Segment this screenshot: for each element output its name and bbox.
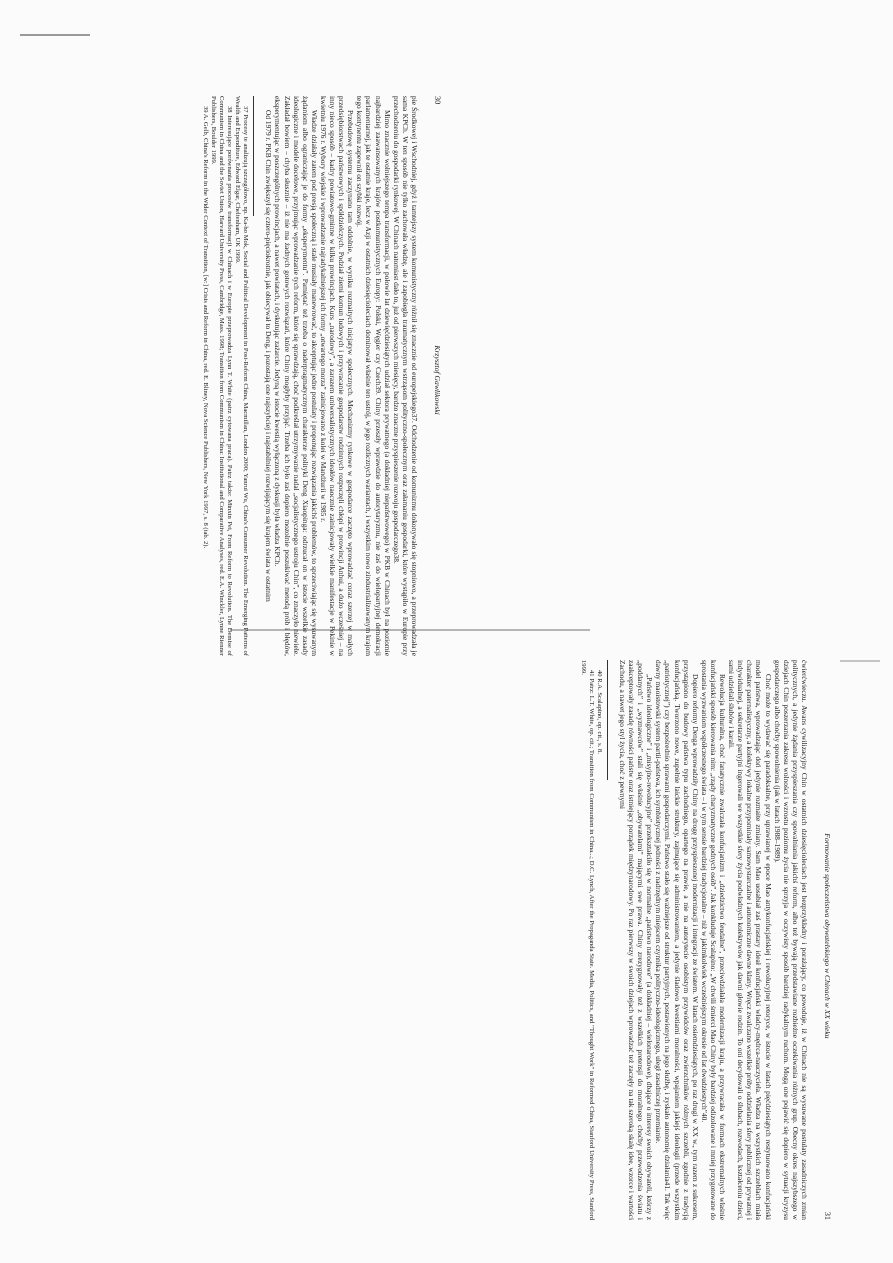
right-paragraph: „Państwo ideologiczne” i „misyjno-rewolucyjne” przekształciło się w normalne „państwo narodowe” (a dokładniej – wielonarodowe), dbające o interesy swoich obywateli, którzy z „poddanych” i „wyznawców” stali się właśnie „obywatelami” mającymi swe prawa. Chiny zrezygnowały też z wszelkich pretensji do moralnego choćby przewodzenia światu i zaakceptowały zasadę równości państw oraz istniejący porządek międzynarodowy. Po raz pierwszy w swoich dziejach wprowadzać też zaczęły na tak szeroką skalę idee, wzorce i wartości Zachodu, a nawet jego styl życia, choć z pewnymi [618,660,655,1220]
right-footnotes [579,660,603,1220]
left-running-head [433,96,442,656]
left-footnotes [201,96,249,656]
scan-artifact-top [20,34,90,36]
footnote: 40 R.A. Scalapino, op. cit., s. 8. [595,670,603,754]
left-footnote-rule [249,96,254,216]
left-paragraph: Od 1979 r. PKB Chin zwiększył się cztero-pięciokrotnie, jak obiecywał to Deng, i pozostają one najszybciej i najstabilniej rozwijającym się krajem świata w ostatnim [264,110,274,602]
left-paragraph: pie Środkowej i Wschodniej, gdyż i tamtejszy system komunistyczny różnił się znacznie od europejskiego37. Odchodzenie od komunizmu dokonywało się stopniowo, a przeprowadzała je sama KPCh. W ten sposób nie tylko zachowała władzę, ale i zapobiegła traumatycznym wstrząsom polityczno-społecznym oraz załamaniu gospodarki, które wystąpiło w Europie przy przechodzeniu do gospodarki rynkowej. W Chinach natomiast dało to, już od pierwszych miesięcy, bardzo znaczne przyspieszenie rozwoju gospodarczego38. [391,96,419,656]
footnote: 37 Procesy te analizują szczegółowo, np. Ka-ho Mok, Social and Political Development in Post-Reform China, Macmillan, London 2000; Yanrui Wu, China's Consumer Revolution. The Emerging Patterns of Wealth and Expenditure, Edward Elgar, Cheltenham, UK 1999. [234,96,250,656]
right-footnote-rule [603,660,608,780]
right-paragraph: Dopiero reformy Denga wprowadziły Chiny na drogę przyspieszonej modernizacji i integracji ze światem. W latach osiemdziesiątych, po raz drugi w XX w., tym razem z sukcesem, przystąpiono do budowy państwa typu zachodniego, opartego na prawie, a nie na autorytecie osobistym przywódców oraz zwierzchników różnych szczebli, zgodnie z tradycją konfucjańską. Tworzono nowe, zupełnie laickie struktury, zajmujące się administrowaniem, a jedynie śladowo kwestiami moralności, wpajaniem jakiejś ideologii (przede wszystkim „patriotycznej”) czy bezpośrednio sprawami gospodarczymi. Państwo stało się ważniejsze od struktur partyjnych, postawionych na jego służbę, i zyskało autonomię działania41. Tak więc dawny maoistowski system partii-państwa, ich symbiotycznej jedności z nadrzędnym miejscem czynnika polityczno-ideologicznego, uległ zasadniczej przemianie. [654,660,700,1220]
footnote: 39 A. Gelb, China's Reform in the Wider Context of Transition, [w:] Crisis and Reform in China, red. E. Bliney, Nova Science Publishers, New York 1997, s. 8 (tab. 2). [202,106,210,549]
left-paragraph: Przebudowę systemu zaczynano tam oddolnie, w wyniku rozmaitych inicjatyw społecznych. Mechanizmy rynkowe w gospodarce zaczęto wprowadzać coraz szerzej w małych przedsiębiorstwach państwowych i spółdzielczych. Podział ziemi komun ludowych i przywracanie gospodarstw rodzinnych rozpoczęli chłopi w prowincji Anhui, a dużo wcześniej – na inny nieco sposób – kadry powiatowo-gminne w kilku prowincjach. Kurs „narodowy”, a zarazem uniwersalistycznych ideałów naocznie zainicjowały wielkie manifestacje w Pekinie w kwietniu 1976 r. Wybory wiejskie i wprowadzanie najradykalniejszej ich formy „otwartego morza” zainicjowano z kolei w Mandżurii w 1985 r. [318,96,356,656]
left-paragraph: Mimo znacznie wolniejszego tempa transformacji, w połowie lat dziewięćdziesiątych udział sektora prywatnego (a dokładniej niepaństwowego) w PKB w Chinach był na poziomie najbardziej zaawansowanych krajów postkomunistycznych Europy: Polski, Węgier czy Czech39. Chiny przeszły wprawdzie do autorytaryzmu, nie zaś do wielopartyjnej demokracji parlamentarnej, jak te ostatnie kraje, lecz w Azji w ostatnich dziesięcioleciach dominował właśnie ten ustrój, w jego rozlicznych wariantach, i wszystkim nowo zindustrializowanym krajom tego kontynentu zapewnił on szybki rozwój. [355,96,392,656]
footnote: 38 Interesujące porównania procesów transformacji w Chinach i w Europie przeprowadza Lynn T. White (patrz cytowana praca). Patrz także: Minxin Pei, From Reform to Revolution. The Demise of Communism in China and the Soviet Union, Harvard University Press, Cambridge, Mass. 1998; Transition from Communism in China: Institutional and Comparative Analyses, red. E.A. Winckler, Lynne Rienner Publishers, Boulder 1999. [210,96,234,656]
left-paragraph: Władze działały zatem pod presją społeczną i stale musiały manewrować, to akceptując jedne postulaty i proponując rozwiązania jakichś problemów, to sprzeciwiając się wysuwanym żądaniom albo ograniczając je do formy „eksperymentu”. Pamiętać też trzeba o naderpragmatycznym charakterze polityki Deng Xiaopinga: odrzucał on w istocie wszelkie zasady ideologiczne i modele docelowe, przyjmując wprowadzanie tych reform, które się sprawdzają, choć podkreślał utrzymywanie nadal „socjalistycznego ustroju Chin”, co znaczyło niewiele. Zakładał bowiem – chyba słusznie – iż nie ma żadnych gotowych rozwiązań, które Chiny mogłyby przyjąć. Trzeba ich było zaś dopiero mozolnie poszukiwać metodą prób i błędów, eksperymentując w poszczególnych prowincjach, a nawet powiatach, i dyskutując zażarcie. Jedyną w istocie kwestią wyłączoną z dyskusji była władza KPCh. [273,96,319,656]
right-running-title: Formowanie społeczeństwa obywatelskiego w Chinach w XX wieku [823,833,832,1039]
left-page-number: 30 [433,96,442,105]
right-paragraph: Rewolucja kulturalna, choć fanatycznie zwalczała konfucjanizm i „dziedzictwo feudalne”, przeciwdziałała modernizacji kraju, a przywracała w formach ekstremalnych właśnie konfucjański sposób kierowania nim: „rządy charyzmatyczne godnych osób”. Jak konkluduje Scalapino: „W chwili śmierci Mao Chiny były bardziej odizolowane i mniej przygotowane do sprostania wyzwaniom współczesnego świata – i w tym sensie bardziej tradycjonalne – niż w jakimkolwiek wcześniejszym okresie od lat dwudziestych”40. [699,660,728,1220]
footnote: 41 Patrz: L.T. White, op. cit.; Transition from Communism in China...; D.C. Lynch, After the Propaganda State. Media, Politics, and "Thought Work" in Reformed China, Stanford University Press, Stanford 1999. [579,660,595,1220]
right-running-head [823,660,832,1220]
right-paragraph: Choć może to wydawać się paradoksalne, przy uprawianej w epoce Mao antykonfucjańskiej i rewolucyjnej retoryce, w istocie w latach pięćdziesiątych restytuowano konfucjański model państwa, wprowadzając doń jedynie rozmaite zmiany. Sam Mao uosabiał zaś prastary ideał konfucjański władcy-mędrca-nauczyciela. Władza na wszystkich szczeblach miała charakter paternalistyczny, a kolektywy lokalne przypominały samowystarczalne i autonomiczne dawne klany. Wręcz zwalczano wszelkie próby oddzielania sfery publicznej od prywatnej i indywidualnej, a sekretarze partyjni ingerowali we wszystkie sfery życia podwładnych kolektywów jak dawni głowie rodzin. To oni decydowali o ślubach, rozwodach, kształceniu dzieci, sami udzielali ślubów i karali. [727,660,773,1220]
right-paragraph: ćwierćwieczu. Awans cywilizacyjny Chin w ostatnich dziesięcioleciach jest bezprzykładny i porażający, co powoduje, iż w Chinach nie są wysuwane postulaty zasadniczych zmian politycznych, a jedynie żądania przyspieszania czy spowalniania jakichś reform, albo też bywają przedstawiane rozbieżne oczekiwania różnych grup. Obecny okres najszybszego w dziejach Chin poszerzania zakresu wolności i wzrostu poziomu życia nie sprzyja w oczywisty sposób bardziej radykalnym ruchom. Mogą one pojawić się dopiero w sytuacji kryzysu gospodarczego albo choćby spowolnienia (jak w latach 1988–1989). [772,660,809,1220]
scan-artifact-right [840,660,880,662]
left-running-title: Krzysztof Gawlikowski [433,345,442,415]
right-page-number: 31 [823,1211,832,1220]
right-page [460,660,832,1220]
left-page [70,96,442,656]
